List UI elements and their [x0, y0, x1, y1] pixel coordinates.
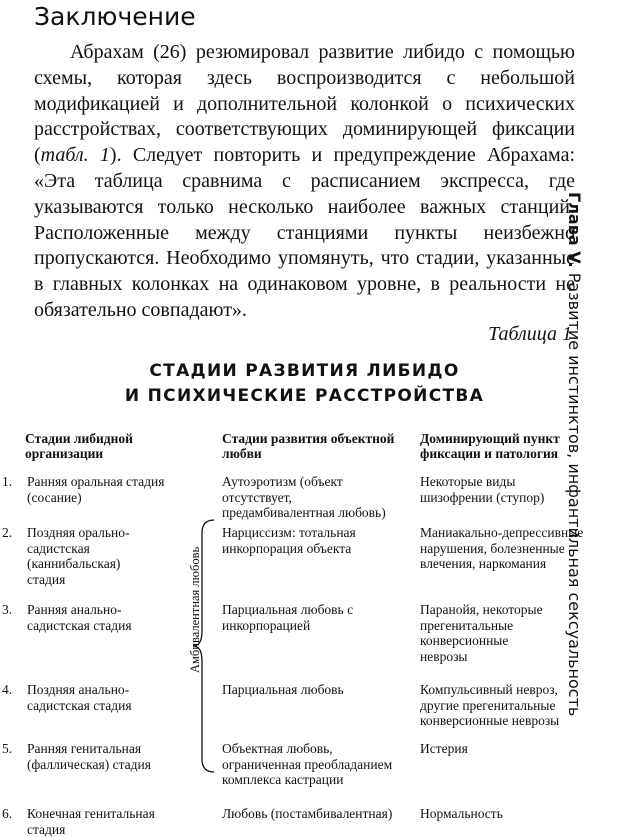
pathology-cell: Паранойя, некоторые прегенитальные конверсионные неврозы — [420, 602, 543, 664]
paragraph-text-2: ). Следует повторить и предупреждение Абрахама: «Эта таблица сравнима с расписанием экспресса, где указываются только несколько наиболее важных станций. Расположенные между станциями пункты неизбежно пропускаются. Необходимо упомянуть, что стадии, указанные в главных колонках на одинаковом уровне, в реальности не обязательно совпадают». — [34, 144, 575, 321]
chapter-number: Глава V. — [565, 192, 584, 268]
pathology-cell: Маниакально-депрессивные нарушения, болезненные влечения, наркомания — [420, 525, 584, 571]
row-number: 6. — [2, 806, 13, 821]
paragraph-text-1: Абрахам (26) резюмировал развитие либидо с помощью схемы, которая здесь воспроизводится с небольшой модификацией и дополнительной колонкой о психических расстройствах, соответствующих доминирующей фиксации ( — [34, 41, 575, 167]
section-heading: Заключение — [34, 2, 196, 31]
table-reference: табл. 1 — [40, 144, 110, 167]
row-number: 5. — [2, 741, 13, 756]
pathology-cell: Истерия — [420, 741, 468, 756]
pathology-cell: Некоторые виды шизофрении (ступор) — [420, 474, 545, 505]
object-love-cell: Объектная любовь, ограниченная преобладанием комплекса кастрации — [222, 741, 393, 787]
object-love-cell: Нарциссизм: тотальная инкорпорация объекта — [222, 525, 356, 556]
libido-stage-cell: Поздняя орально-садистская (каннибальская) стадия — [27, 525, 130, 587]
libido-stage-cell: Ранняя оральная стадия (сосание) — [27, 474, 165, 505]
row-number: 4. — [2, 682, 13, 697]
libido-stage-cell: Ранняя генитальная (фаллическая) стадия — [27, 741, 151, 772]
libido-stage-cell: Ранняя анально-садистская стадия — [27, 602, 132, 633]
ambivalent-love-label: Амбивалентная любовь — [188, 546, 202, 673]
object-love-cell: Любовь (постамбивалентная) — [222, 806, 393, 821]
running-head — [565, 192, 584, 716]
row-number: 3. — [2, 602, 13, 617]
row-number: 2. — [2, 525, 13, 540]
table-title-line-2: И ПСИХИЧЕСКИЕ РАССТРОЙСТВА — [124, 386, 485, 406]
header-object-love: Стадии развития объектной любви — [222, 431, 395, 461]
header-libido-stages: Стадии либидной организации — [25, 431, 133, 461]
libido-stage-cell: Поздняя анально-садистская стадия — [27, 682, 132, 713]
table-title-line-1: СТАДИИ РАЗВИТИЯ ЛИБИДО — [149, 361, 460, 381]
body-paragraph — [34, 40, 575, 324]
object-love-cell: Парциальная любовь — [222, 682, 344, 697]
table-caption: Таблица 1 — [488, 323, 572, 345]
chapter-title: Развитие инстинктов, инфантильная сексуальность — [565, 272, 584, 717]
object-love-cell: Аутоэротизм (объект отсутствует, предамбивалентная любовь) — [222, 474, 386, 520]
header-fixation-pathology: Доминирующий пункт фиксации и патология — [420, 431, 560, 461]
pathology-cell: Нормальность — [420, 806, 503, 821]
libido-stage-cell: Конечная генитальная стадия — [27, 806, 155, 837]
row-number: 1. — [2, 474, 13, 489]
object-love-cell: Парциальная любовь с инкорпорацией — [222, 602, 354, 633]
pathology-cell: Компульсивный невроз, другие прегенитальные конверсионные неврозы — [420, 682, 560, 728]
